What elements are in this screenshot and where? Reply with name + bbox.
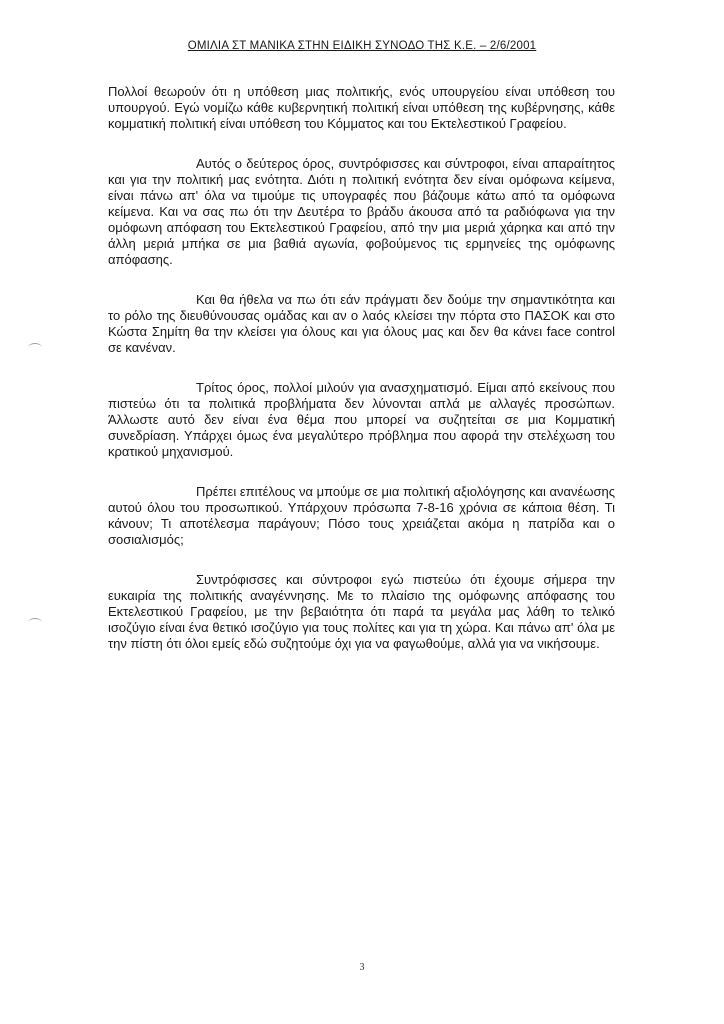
page-number: 3 — [359, 962, 365, 973]
document-body — [108, 84, 615, 676]
header-title: ΟΜΙΛΙΑ ΣΤ ΜΑΝΙΚΑ ΣΤΗΝ ΕΙΔΙΚΗ ΣΥΝΟΔΟ ΤΗΣ Κ.Ε. – 2/6/2001 — [187, 40, 537, 52]
paragraph-2: Αυτός ο δεύτερος όρος, συντρόφισσες και σύντροφοι, είναι απαραίτητος και για την πολιτική μας ενότητα. Διότι η πολιτική ενότητα δεν είναι ομόφωνα κείμενα, είναι πάνω απ' όλα να τιμούμε τις υπογραφές που βάζουμε κάτω από τα ομόφωνα κείμενα. Και να σας πω ότι την Δευτέρα το βράδυ άκουσα από τα ραδιόφωνα για την ομόφωνη απόφαση του Εκτελεστικού Γραφείου, από την μια μεριά χάρηκα και από την άλλη μεριά μπήκα σε μια βαθιά αγωνία, φοβούμενος τις ερμηνείες της ομόφωνης απόφασης. — [108, 156, 615, 267]
paragraph-6: Συντρόφισσες και σύντροφοι εγώ πιστεύω ότι έχουμε σήμερα την ευκαιρία της πολιτικής αναγέννησης. Με το πλαίσιο της ομόφωνης απόφασης του Εκτελεστικού Γραφείου, με την βεβαιότητα ότι παρά τα μεγάλα μας λάθη το τελικό ισοζύγιο είναι ένα θετικό ισοζύγιο για τους πολίτες και για τη χώρα. Και πάνω απ' όλα με την πίστη ότι όλοι εμείς εδώ συζητούμε όχι για να φαγωθούμε, αλλά για να νικήσουμε. — [108, 572, 615, 651]
paragraph-5: Πρέπει επιτέλους να μπούμε σε μια πολιτική αξιολόγησης και ανανέωσης αυτού όλου του προσωπικού. Υπάρχουν πρόσωπα 7-8-16 χρόνια σε κάποια θέση. Τι κάνουν; Τι αποτέλεσμα παράγουν; Πόσο τους χρειάζεται ακόμα η πατρίδα και ο σοσιαλισμός; — [108, 484, 615, 547]
page-header — [0, 40, 724, 52]
paragraph-3: Και θα ήθελα να πω ότι εάν πράγματι δεν δούμε την σημαντικότητα και το ρόλο της διευθύνουσας ομάδας και αν ο λαός κλείσει την πόρτα στο ΠΑΣΟΚ και στο Κώστα Σημίτη θα την κλείσει για όλους και για όλους μας και δεν θα κάνει face control σε κανέναν. — [108, 292, 615, 355]
paragraph-4: Τρίτος όρος, πολλοί μιλούν για ανασχηματισμό. Είμαι από εκείνους που πιστεύω ότι τα πολιτικά προβλήματα δεν λύνονται απλά με αλλαγές προσώπων. Άλλωστε αυτό δεν είναι ένα θέμα που μπορεί να συζητείται σε μια Κομματική συνεδρίαση. Υπάρχει όμως ένα μεγαλύτερο πρόβλημα που αφορά την στελέχωση του κρατικού μηχανισμού. — [108, 380, 615, 459]
paragraph-1: Πολλοί θεωρούν ότι η υπόθεση μιας πολιτικής, ενός υπουργείου είναι υπόθεση του υπουργού. Εγώ νομίζω κάθε κυβερνητική πολιτική είναι υπόθεση της κυβέρνησης, κάθε κομματική πολιτική είναι υπόθεση του Κόμματος και του Εκτελεστικού Γραφείου. — [108, 84, 615, 131]
punch-hole-mark — [28, 618, 42, 627]
punch-hole-mark — [28, 343, 42, 352]
